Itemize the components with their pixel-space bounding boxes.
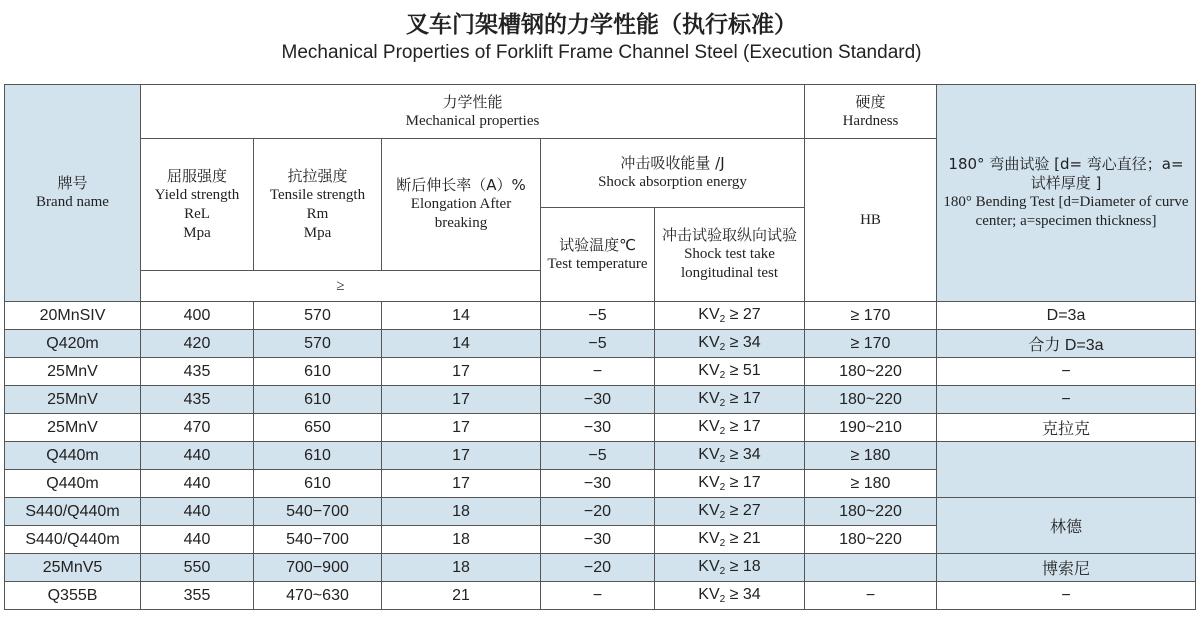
kv-subscript: 2: [719, 594, 726, 605]
header-yield-en: Yield strength: [154, 186, 240, 203]
kv-subscript: 2: [719, 538, 726, 549]
cell-tensile: 610: [254, 358, 382, 386]
kv-value: ≥ 34: [729, 334, 761, 351]
header-brand: [5, 85, 141, 302]
cell-bend: 克拉克: [937, 414, 1196, 442]
cell-elong: 17: [382, 414, 541, 442]
cell-hb: 180~220: [805, 526, 937, 554]
header-yield-zh: 屈服强度: [166, 166, 227, 185]
cell-bend: −: [937, 358, 1196, 386]
kv-value: ≥ 17: [729, 390, 761, 407]
kv-base: KV: [698, 474, 720, 491]
kv-value: ≥ 17: [729, 418, 761, 435]
header-shock-en: Shock absorption energy: [598, 174, 747, 190]
header-yield-unit: Mpa: [183, 224, 211, 241]
header-hardness: [805, 85, 937, 139]
cell-tensile: 650: [254, 414, 382, 442]
page-title: 叉车门架槽钢的力学性能（执行标准）: [406, 12, 797, 38]
cell-hb: [805, 554, 937, 582]
kv-subscript: 2: [719, 314, 726, 325]
cell-tensile: 610: [254, 442, 382, 470]
header-ge: [141, 271, 541, 302]
cell-elong: 17: [382, 386, 541, 414]
header-test-temp: [541, 208, 655, 302]
cell-tensile: 570: [254, 330, 382, 358]
header-temp-en: Test temperature: [547, 255, 648, 272]
cell-yield: 400: [141, 302, 254, 330]
cell-hb: ≥ 170: [805, 330, 937, 358]
header-hb-label: HB: [860, 211, 881, 228]
header-mech: [141, 85, 805, 139]
cell-brand: 25MnV5: [5, 554, 141, 582]
cell-bend: 博索尼: [937, 554, 1196, 582]
cell-brand: S440/Q440m: [5, 498, 141, 526]
cell-kv: [655, 358, 805, 386]
cell-kv: [655, 498, 805, 526]
cell-elong: 14: [382, 330, 541, 358]
header-long-zh: 冲击试验取纵向试验: [661, 226, 797, 244]
header-hardness-en: Hardness: [842, 112, 899, 129]
header-yield-sym: ReL: [184, 205, 210, 222]
header-shock: [541, 139, 805, 208]
kv-base: KV: [698, 418, 720, 435]
table-row: [5, 302, 1196, 330]
cell-elong: 21: [382, 582, 541, 610]
cell-elong: 18: [382, 498, 541, 526]
kv-value: ≥ 34: [729, 586, 761, 603]
header-mech-zh: 力学性能: [442, 92, 503, 111]
page-subtitle: Mechanical Properties of Forklift Frame Channel Steel (Execution Standard): [281, 42, 922, 63]
cell-brand: 25MnV: [5, 358, 141, 386]
cell-hb: ≥ 170: [805, 302, 937, 330]
cell-temp: −30: [541, 386, 655, 414]
cell-temp: −5: [541, 330, 655, 358]
cell-temp: −: [541, 582, 655, 610]
header-bending-en: 180° Bending Test [d=Diameter of curve center; a=specimen thickness]: [943, 194, 1189, 229]
header-yield: [141, 139, 254, 271]
header-elong-zh: 断后伸长率（A）%: [396, 176, 526, 194]
cell-temp: −30: [541, 470, 655, 498]
kv-base: KV: [698, 306, 720, 323]
kv-base: KV: [698, 362, 720, 379]
table-row: [5, 414, 1196, 442]
cell-hb: ≥ 180: [805, 442, 937, 470]
kv-base: KV: [698, 586, 720, 603]
kv-base: KV: [698, 334, 720, 351]
kv-subscript: 2: [719, 510, 726, 521]
cell-kv: [655, 582, 805, 610]
kv-subscript: 2: [719, 566, 726, 577]
cell-temp: −5: [541, 302, 655, 330]
kv-value: ≥ 27: [729, 502, 761, 519]
cell-brand: Q440m: [5, 442, 141, 470]
cell-tensile: 610: [254, 386, 382, 414]
header-bending: [937, 85, 1196, 302]
cell-brand: 25MnV: [5, 386, 141, 414]
cell-kv: [655, 302, 805, 330]
cell-tensile: 540−700: [254, 526, 382, 554]
header-tensile: [254, 139, 382, 271]
properties-table: [4, 84, 1196, 610]
header-shock-zh: 冲击吸收能量 /J: [620, 154, 725, 172]
kv-base: KV: [698, 530, 720, 547]
cell-temp: −20: [541, 498, 655, 526]
cell-kv: [655, 442, 805, 470]
table-row: [5, 554, 1196, 582]
cell-temp: −30: [541, 414, 655, 442]
header-tensile-en: Tensile strength: [269, 186, 366, 203]
table-row: [5, 386, 1196, 414]
header-temp-zh: 试验温度℃: [559, 235, 636, 254]
cell-hb: 190~210: [805, 414, 937, 442]
kv-subscript: 2: [719, 398, 726, 409]
cell-temp: −5: [541, 442, 655, 470]
cell-tensile: 540−700: [254, 498, 382, 526]
cell-elong: 14: [382, 302, 541, 330]
table-row: [5, 358, 1196, 386]
kv-value: ≥ 34: [729, 446, 761, 463]
table-row: [5, 498, 1196, 526]
table-row: [5, 442, 1196, 470]
cell-yield: 420: [141, 330, 254, 358]
cell-brand: 20MnSIV: [5, 302, 141, 330]
header-brand-zh: 牌号: [57, 174, 88, 192]
kv-value: ≥ 21: [729, 530, 761, 547]
cell-elong: 18: [382, 526, 541, 554]
table-row: [5, 330, 1196, 358]
cell-brand: Q420m: [5, 330, 141, 358]
cell-bend: [937, 442, 1196, 498]
kv-value: ≥ 17: [729, 474, 761, 491]
cell-yield: 355: [141, 582, 254, 610]
kv-subscript: 2: [719, 426, 726, 437]
header-long-en: Shock test take longitudinal test: [680, 246, 779, 281]
kv-base: KV: [698, 502, 720, 519]
cell-elong: 18: [382, 554, 541, 582]
cell-bend: −: [937, 582, 1196, 610]
header-hardness-zh: 硬度: [855, 92, 886, 111]
kv-value: ≥ 27: [729, 306, 761, 323]
kv-subscript: 2: [719, 342, 726, 353]
cell-kv: [655, 330, 805, 358]
cell-elong: 17: [382, 470, 541, 498]
cell-brand: Q440m: [5, 470, 141, 498]
header-bending-zh: 180° 弯曲试验 [d= 弯心直径；a= 试样厚度 ]: [948, 155, 1184, 192]
cell-bend: 林德: [937, 498, 1196, 554]
cell-bend: −: [937, 386, 1196, 414]
header-hb: [805, 139, 937, 302]
cell-bend: 合力 D=3a: [937, 330, 1196, 358]
cell-yield: 550: [141, 554, 254, 582]
cell-yield: 440: [141, 498, 254, 526]
cell-kv: [655, 470, 805, 498]
cell-bend: D=3a: [937, 302, 1196, 330]
cell-elong: 17: [382, 358, 541, 386]
cell-tensile: 570: [254, 302, 382, 330]
cell-hb: 180~220: [805, 498, 937, 526]
kv-base: KV: [698, 446, 720, 463]
cell-hb: 180~220: [805, 386, 937, 414]
cell-yield: 440: [141, 442, 254, 470]
kv-subscript: 2: [719, 482, 726, 493]
kv-subscript: 2: [719, 370, 726, 381]
cell-tensile: 700−900: [254, 554, 382, 582]
cell-kv: [655, 414, 805, 442]
cell-yield: 470: [141, 414, 254, 442]
header-tensile-sym: Rm: [306, 205, 329, 222]
cell-yield: 435: [141, 358, 254, 386]
header-elong-en: Elongation After breaking: [410, 196, 512, 231]
kv-value: ≥ 18: [729, 558, 761, 575]
cell-yield: 440: [141, 526, 254, 554]
cell-yield: 440: [141, 470, 254, 498]
cell-yield: 435: [141, 386, 254, 414]
cell-temp: −: [541, 358, 655, 386]
cell-hb: 180~220: [805, 358, 937, 386]
kv-base: KV: [698, 558, 720, 575]
kv-subscript: 2: [719, 454, 726, 465]
header-ge-symbol: ≥: [336, 277, 345, 294]
header-elongation: [382, 139, 541, 271]
cell-brand: 25MnV: [5, 414, 141, 442]
table-row: [5, 582, 1196, 610]
cell-temp: −30: [541, 526, 655, 554]
header-brand-en: Brand name: [36, 194, 109, 210]
cell-tensile: 610: [254, 470, 382, 498]
header-longitudinal: [655, 208, 805, 302]
cell-elong: 17: [382, 442, 541, 470]
cell-brand: S440/Q440m: [5, 526, 141, 554]
cell-tensile: 470~630: [254, 582, 382, 610]
cell-kv: [655, 526, 805, 554]
header-mech-en: Mechanical properties: [405, 112, 540, 129]
header-tensile-unit: Mpa: [303, 224, 332, 241]
cell-temp: −20: [541, 554, 655, 582]
cell-kv: [655, 554, 805, 582]
kv-base: KV: [698, 390, 720, 407]
cell-kv: [655, 386, 805, 414]
cell-hb: ≥ 180: [805, 470, 937, 498]
cell-hb: −: [805, 582, 937, 610]
cell-brand: Q355B: [5, 582, 141, 610]
kv-value: ≥ 51: [729, 362, 761, 379]
header-tensile-zh: 抗拉强度: [287, 166, 348, 185]
